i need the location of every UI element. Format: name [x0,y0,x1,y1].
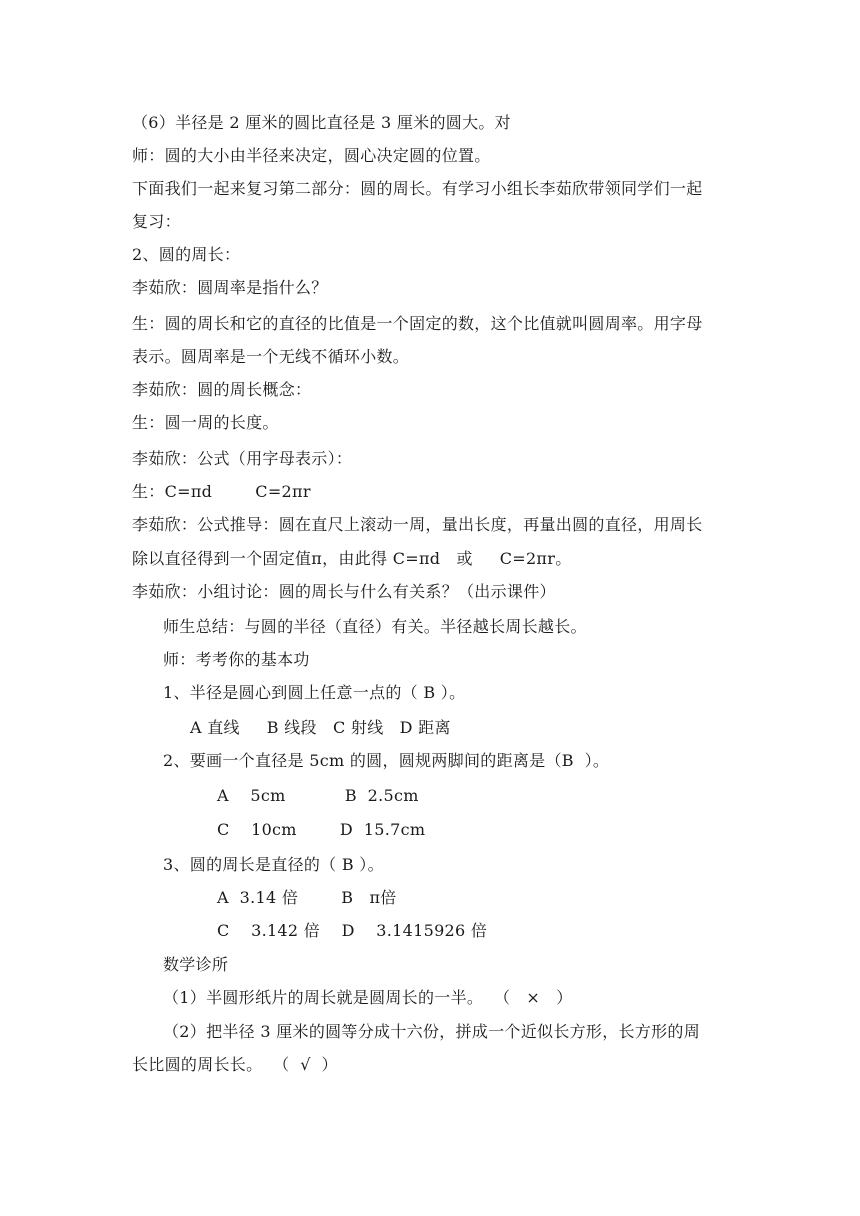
text-line: 师：圆的大小由半径来决定，圆心决定圆的位置。 [132,146,491,165]
text-line: （2）把半径 3 厘米的圆等分成十六份，拼成一个近似长方形，长方形的周 [163,1022,701,1041]
text-line: 2、圆的周长： [132,245,241,264]
text-line: 长比圆的周长长。 （ √ ） [132,1055,338,1074]
text-line: 师生总结：与圆的半径（直径）有关。半径越长周长越长。 [163,617,587,636]
text-line: 李茹欣：公式推导：圆在直尺上滚动一周，量出长度，再量出圆的直径，用周长 [132,515,703,534]
option-line: A 5cm B 2.5cm [217,786,419,805]
text-line: 生：C=πd C=2πr [132,482,311,501]
text-line: 2、要画一个直径是 5cm 的圆，圆规两脚间的距离是（B ）。 [163,751,610,770]
text-line: 李茹欣：小组讨论：圆的周长与什么有关系？（出示课件） [132,582,556,601]
text-line: 1、半径是圆心到圆上任意一点的（ B ）。 [163,683,466,702]
text-line: 生：圆一周的长度。 [132,413,279,432]
text-line: 生：圆的周长和它的直径的比值是一个固定的数，这个比值就叫圆周率。用字母 [132,314,703,333]
section-heading: 数学诊所 [163,955,229,974]
option-line: A 3.14 倍 B π倍 [217,888,397,907]
option-line: C 3.142 倍 D 3.1415926 倍 [217,921,488,940]
text-line: 除以直径得到一个固定值π，由此得 C=πd 或 C=2πr。 [132,549,572,568]
text-line: 复习： [132,212,181,231]
text-line: （1）半圆形纸片的周长就是圆周长的一半。 （ × ） [163,988,573,1007]
text-line: （6）半径是 2 厘米的圆比直径是 3 厘米的圆大。对 [132,113,511,132]
text-line: 李茹欣：公式（用字母表示）： [132,449,353,468]
option-line: A 直线 B 线段 C 射线 D 距离 [190,718,451,737]
text-line: 李茹欣：圆的周长概念： [132,380,312,399]
option-line: C 10cm D 15.7cm [217,820,426,839]
text-line: 李茹欣：圆周率是指什么？ [132,278,328,297]
text-line: 师：考考你的基本功 [163,650,310,669]
text-line: 3、圆的周长是直径的（ B ）。 [163,855,384,874]
text-line: 下面我们一起来复习第二部分：圆的周长。有学习小组长李茹欣带领同学们一起 [132,179,703,198]
text-line: 表示。圆周率是一个无线不循环小数。 [132,347,410,366]
